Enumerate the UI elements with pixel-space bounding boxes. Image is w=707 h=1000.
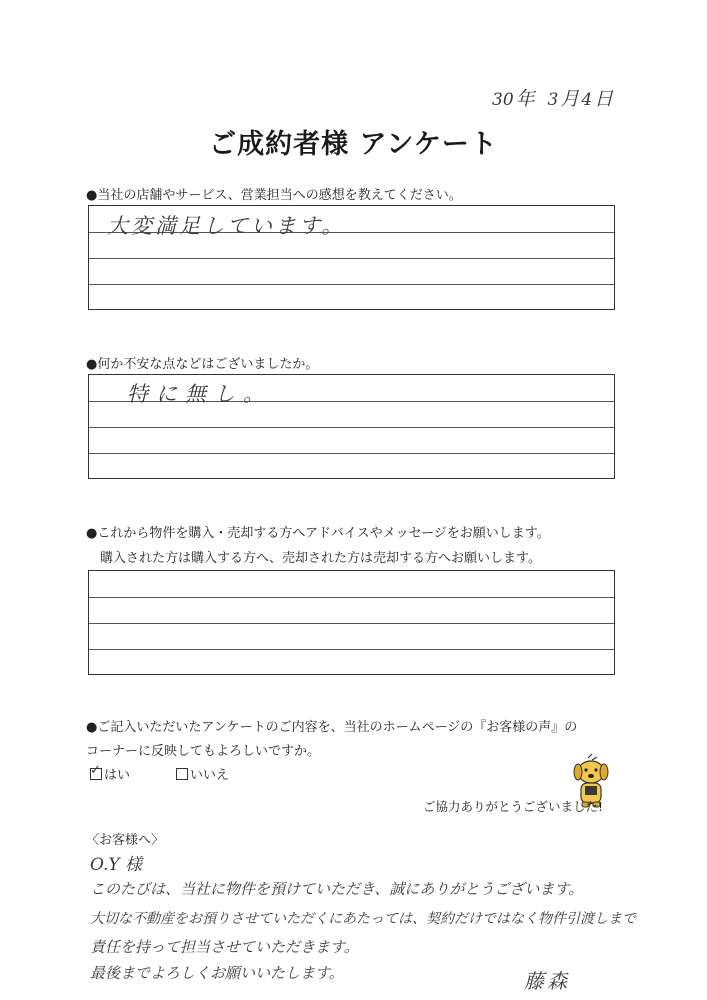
page-title: ご成約者様 アンケート bbox=[209, 129, 498, 160]
answer-line bbox=[89, 453, 614, 454]
message-line-2: 大切な不動産をお預りさせていただくにあたっては、契約だけではなく物件引渡しまで bbox=[90, 911, 636, 927]
answer-box-2[interactable] bbox=[88, 374, 615, 479]
message-line-1: このたびは、当社に物件を預けていただき、誠にありがとうございます。 bbox=[90, 880, 584, 898]
question-3: ●これから物件を購入・売却する方へアドバイスやメッセージをお願いします。 bbox=[86, 526, 550, 541]
question-1: ●当社の店舗やサービス、営業担当への感想を教えてください。 bbox=[86, 188, 462, 203]
answer-line bbox=[89, 649, 614, 650]
date-year-unit: 年 bbox=[515, 88, 535, 110]
answer-2-text: 特に無し。 bbox=[127, 382, 272, 406]
thanks-text: ご協力ありがとうございました! bbox=[423, 799, 604, 814]
recipient-name: O.Y 様 bbox=[90, 855, 142, 875]
date-year: 30 bbox=[492, 90, 514, 110]
checkbox-yes[interactable] bbox=[90, 763, 102, 780]
to-customer-heading: 〈お客様へ〉 bbox=[86, 833, 165, 848]
question-4-line2: コーナーに反映してもよろしいですか。 bbox=[86, 744, 321, 759]
answer-line bbox=[89, 623, 614, 624]
question-2: ●何か不安な点などはございましたか。 bbox=[86, 357, 319, 372]
date-month: 3 bbox=[547, 90, 559, 110]
signature: 藤森 bbox=[524, 969, 570, 993]
option-yes[interactable] bbox=[90, 764, 130, 783]
date-month-unit: 月 bbox=[560, 88, 580, 110]
answer-line bbox=[89, 258, 614, 259]
date-day: 4 bbox=[581, 90, 593, 110]
option-no[interactable] bbox=[176, 764, 229, 783]
option-no-label: いいえ bbox=[190, 768, 230, 783]
answer-1-text: 大変満足しています。 bbox=[107, 214, 346, 238]
question-4: ●ご記入いただいたアンケートのご内容を、当社のホームページの『お客様の声』の bbox=[86, 720, 578, 735]
answer-line bbox=[89, 284, 614, 285]
checkbox-no[interactable] bbox=[176, 768, 188, 780]
answer-line bbox=[89, 597, 614, 598]
option-yes-label: はい bbox=[104, 768, 131, 783]
answer-box-1[interactable] bbox=[88, 205, 615, 310]
date-day-unit: 日 bbox=[594, 88, 614, 110]
message-line-4: 最後までよろしくお願いいたします。 bbox=[90, 964, 344, 982]
check-mark-icon: ✓ bbox=[90, 763, 101, 778]
answer-box-3[interactable] bbox=[88, 570, 615, 675]
message-line-3: 責任を持って担当させていただきます。 bbox=[90, 938, 359, 956]
answer-line bbox=[89, 427, 614, 428]
question-3-note: 購入された方は購入する方へ、売却された方は売却する方へお願いします。 bbox=[100, 551, 541, 566]
survey-date bbox=[492, 84, 615, 111]
